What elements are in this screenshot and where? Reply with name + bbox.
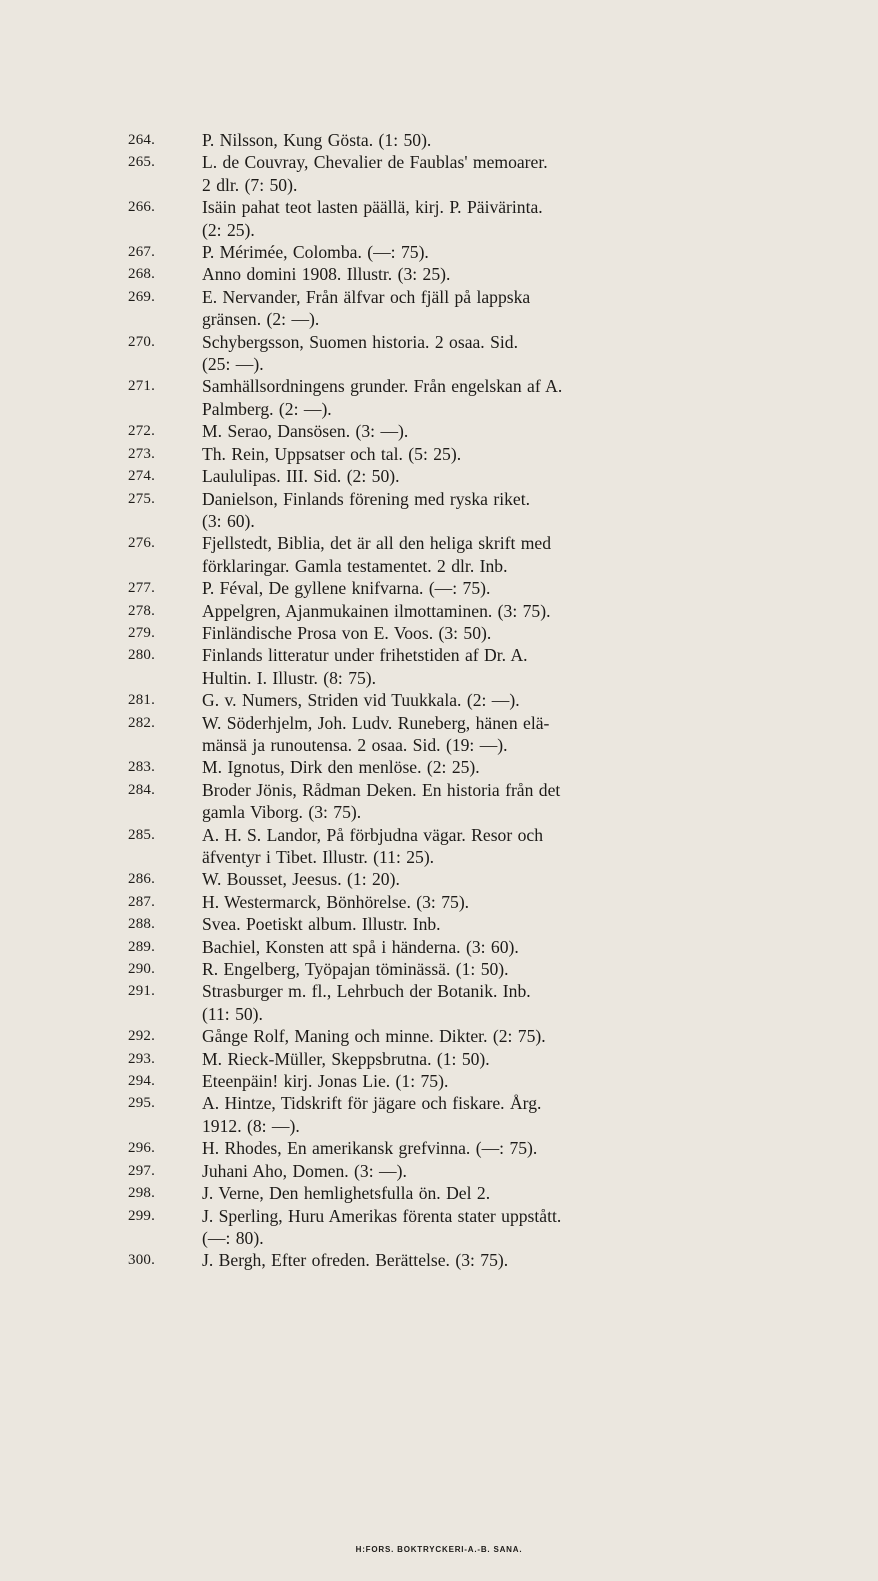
list-item <box>128 375 788 420</box>
list-item <box>128 891 788 913</box>
entry-text: Finländische Prosa von E. Voos. (3: 50). <box>202 622 492 643</box>
entry-number: 271. <box>128 378 156 395</box>
entry-text: H. Westermarck, Bönhörelse. (3: 75). <box>202 891 470 912</box>
entry-text: E. Nervander, Från älfvar och fjäll på lappska gränsen. (2: —). <box>202 286 531 330</box>
list-item <box>128 263 788 285</box>
entry-number: 274. <box>128 468 156 485</box>
entry-number: 277. <box>128 580 156 597</box>
entry-number: 269. <box>128 288 156 305</box>
list-item <box>128 465 788 487</box>
entry-text: Juhani Aho, Domen. (3: —). <box>202 1160 407 1181</box>
entry-number: 272. <box>128 423 156 440</box>
entry-number: 286. <box>128 871 156 888</box>
entry-text: J. Verne, Den hemlighetsfulla ön. Del 2. <box>202 1183 491 1204</box>
entry-text: M. Serao, Dansösen. (3: —). <box>202 421 409 442</box>
entry-text: Laululipas. III. Sid. (2: 50). <box>202 466 400 487</box>
list-item <box>128 980 788 1025</box>
entry-number: 285. <box>128 826 156 843</box>
entry-text: A. H. S. Landor, På förbjudna vägar. Resor och äfventyr i Tibet. Illustr. (11: 25). <box>202 824 544 867</box>
list-item <box>128 622 788 644</box>
entry-number: 278. <box>128 602 156 619</box>
book-list <box>128 129 788 1272</box>
list-item <box>128 779 788 824</box>
list-item <box>128 1182 788 1204</box>
entry-text: M. Rieck-Müller, Skeppsbrutna. (1: 50). <box>202 1048 490 1069</box>
list-item <box>128 1070 788 1092</box>
entry-number: 270. <box>128 333 156 350</box>
entry-text: Danielson, Finlands förening med ryska riket. (3: 60). <box>202 488 530 531</box>
list-item <box>128 712 788 757</box>
entry-number: 297. <box>128 1162 156 1179</box>
entry-text: Eteenpäin! kirj. Jonas Lie. (1: 75). <box>202 1071 449 1092</box>
entry-number: 275. <box>128 490 156 507</box>
entry-text: W. Söderhjelm, Joh. Ludv. Runeberg, hänen elä- mänsä ja runoutensa. 2 osaa. Sid. (19: —). <box>202 712 550 755</box>
entry-number: 296. <box>128 1140 156 1157</box>
entry-text: R. Engelberg, Työpajan töminässä. (1: 50). <box>202 959 509 980</box>
entry-text: Samhällsordningens grunder. Från engelskan af A. Palmberg. (2: —). <box>202 376 563 419</box>
list-item <box>128 913 788 935</box>
entry-text: Schybergsson, Suomen historia. 2 osaa. Sid. (25: —). <box>202 331 518 375</box>
entry-number: 265. <box>128 154 156 171</box>
list-item <box>128 1025 788 1047</box>
entry-number: 300. <box>128 1252 156 1269</box>
entry-text: P. Mérimée, Colomba. (—: 75). <box>202 242 429 263</box>
entry-text: P. Féval, De gyllene knifvarna. (—: 75). <box>202 578 491 599</box>
list-item <box>128 1092 788 1137</box>
entry-text: L. de Couvray, Chevalier de Faublas' memoarer. 2 dlr. (7: 50). <box>202 152 548 195</box>
entry-text: Isäin pahat teot lasten päällä, kirj. P. Päivärinta. (2: 25). <box>202 197 543 240</box>
list-item <box>128 532 788 577</box>
list-item <box>128 644 788 689</box>
entry-number: 264. <box>128 132 156 148</box>
list-item <box>128 1137 788 1159</box>
entry-text: A. Hintze, Tidskrift för jägare och fiskare. Årg. 1912. (8: —). <box>202 1093 542 1136</box>
printer-imprint: H:FORS. BOKTRYCKERI-A.-B. SANA. <box>355 1545 523 1554</box>
list-item <box>128 600 788 622</box>
entry-number: 299. <box>128 1207 156 1224</box>
entry-text: M. Ignotus, Dirk den menlöse. (2: 25). <box>202 757 480 778</box>
entry-number: 282. <box>128 714 156 731</box>
list-item <box>128 756 788 778</box>
entry-text: Fjellstedt, Biblia, det är all den heliga skrift med förklaringar. Gamla testamentet. 2 dlr. Inb. <box>202 533 552 576</box>
entry-text: Finlands litteratur under frihetstiden af Dr. A. Hultin. I. Illustr. (8: 75). <box>202 645 528 688</box>
entry-number: 266. <box>128 199 156 216</box>
entry-text: Anno domini 1908. Illustr. (3: 25). <box>202 264 451 285</box>
list-item <box>128 1160 788 1182</box>
entry-text: Broder Jönis, Rådman Deken. En historia från det gamla Viborg. (3: 75). <box>202 779 561 823</box>
entry-number: 287. <box>128 893 156 910</box>
entry-text: Th. Rein, Uppsatser och tal. (5: 25). <box>202 443 462 464</box>
entry-text: W. Bousset, Jeesus. (1: 20). <box>202 869 400 890</box>
entry-number: 276. <box>128 535 156 552</box>
entry-number: 291. <box>128 983 156 1000</box>
list-item <box>128 824 788 869</box>
entry-text: Appelgren, Ajanmukainen ilmottaminen. (3: 75). <box>202 600 551 621</box>
list-item <box>128 331 788 376</box>
entry-text: P. Nilsson, Kung Gösta. (1: 50). <box>202 130 432 150</box>
entry-number: 289. <box>128 938 156 955</box>
list-item <box>128 420 788 442</box>
entry-number: 279. <box>128 624 156 641</box>
entry-text: Svea. Poetiskt album. Illustr. Inb. <box>202 914 441 935</box>
list-item <box>128 196 788 241</box>
list-item <box>128 577 788 599</box>
entry-number: 281. <box>128 692 156 709</box>
entry-number: 284. <box>128 781 156 798</box>
list-item <box>128 443 788 465</box>
list-item <box>128 241 788 263</box>
entry-text: Strasburger m. fl., Lehrbuch der Botanik. Inb. (11: 50). <box>202 981 531 1024</box>
entry-text: H. Rhodes, En amerikansk grefvinna. (—: 75). <box>202 1138 538 1159</box>
entry-number: 283. <box>128 759 156 776</box>
list-item <box>128 151 788 196</box>
entry-number: 290. <box>128 961 156 978</box>
entry-text: J. Bergh, Efter ofreden. Berättelse. (3: 75). <box>202 1250 509 1271</box>
entry-number: 292. <box>128 1028 156 1045</box>
entry-text: Bachiel, Konsten att spå i händerna. (3: 60). <box>202 936 519 957</box>
entry-number: 267. <box>128 244 156 261</box>
entry-number: 280. <box>128 647 156 664</box>
list-item <box>128 488 788 533</box>
list-item <box>128 129 788 151</box>
entry-number: 273. <box>128 445 156 462</box>
list-item <box>128 1205 788 1250</box>
entry-number: 298. <box>128 1185 156 1202</box>
entry-number: 294. <box>128 1073 156 1090</box>
list-item <box>128 868 788 890</box>
entry-number: 295. <box>128 1095 156 1112</box>
list-item <box>128 936 788 958</box>
entry-text: G. v. Numers, Striden vid Tuukkala. (2: —). <box>202 690 520 711</box>
entry-number: 268. <box>128 266 156 283</box>
list-item <box>128 286 788 331</box>
entry-text: J. Sperling, Huru Amerikas förenta stater uppstått. (—: 80). <box>202 1205 562 1248</box>
list-item <box>128 689 788 711</box>
list-item <box>128 1048 788 1070</box>
entry-number: 293. <box>128 1050 156 1067</box>
list-item <box>128 1249 788 1271</box>
entry-number: 288. <box>128 916 156 933</box>
entry-text: Gånge Rolf, Maning och minne. Dikter. (2: 75). <box>202 1026 546 1047</box>
list-item <box>128 958 788 980</box>
